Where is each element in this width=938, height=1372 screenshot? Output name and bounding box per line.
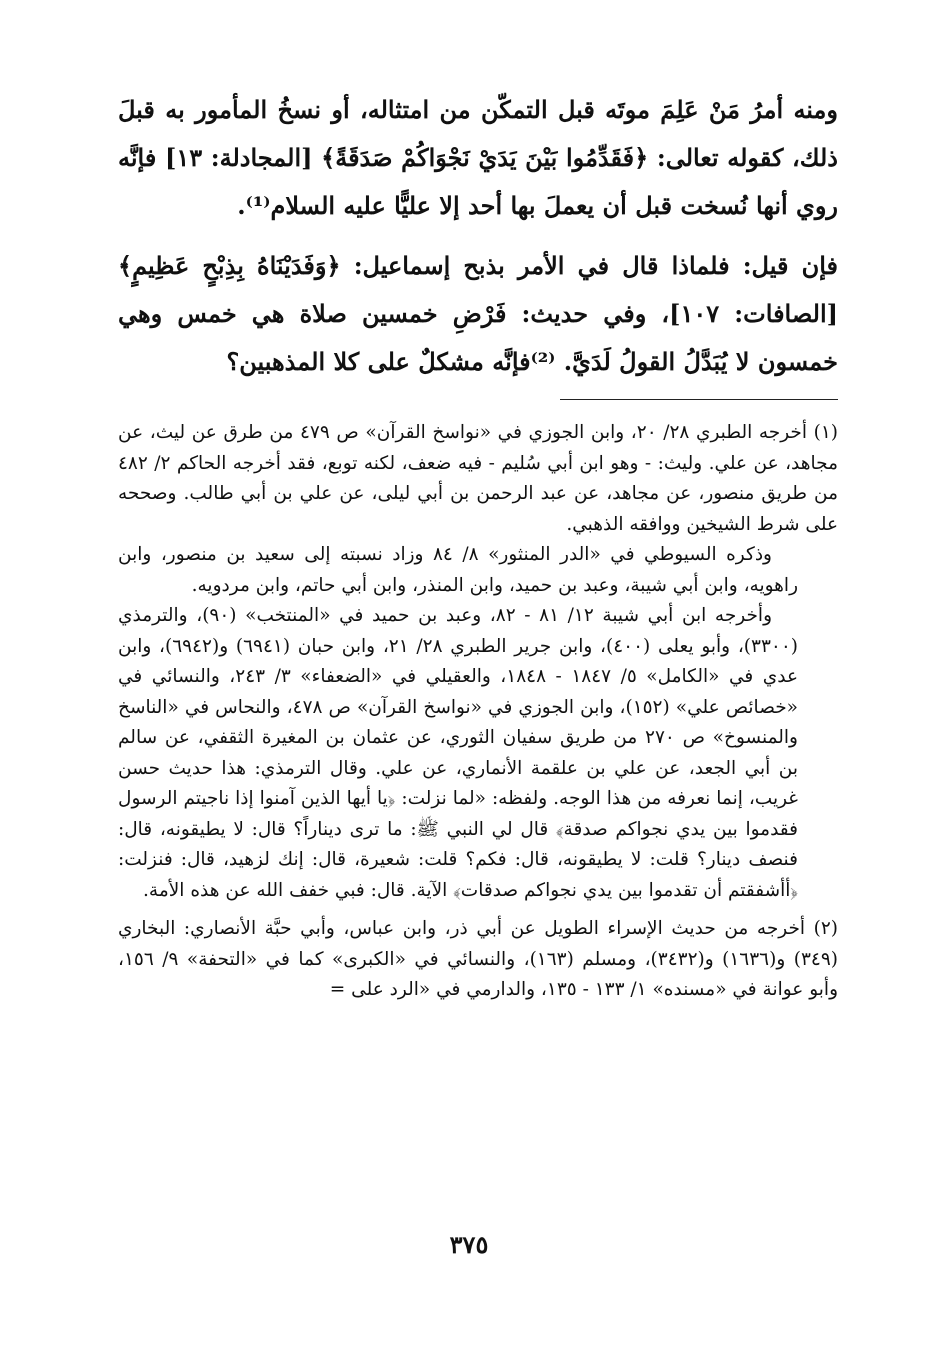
- footnote: [118, 914, 838, 1006]
- footnote-paragraph: [118, 914, 838, 1006]
- main-paragraph: ومنه أمرُ مَنْ عَلِمَ موتَه قبل التمكّن من امتثاله، أو نسخُ المأمور به قبلَ ذلك، كقوله تعالى: ﴿فَقَدِّمُوا بَيْنَ يَدَيْ نَجْوَاكُمْ صَدَقَةً﴾ [المجادلة: ١٣] فإنَّه روي أنها نُسخت قبل أن يعملَ بها أحد إلا عليًّا عليه السلام⁽¹⁾.: [118, 95, 838, 220]
- footnote-separator: [560, 399, 838, 400]
- footnotes: [118, 418, 838, 1014]
- footnote-text: أخرجه من حديث الإسراء الطويل عن أبي ذر، وابن عباس، وأبي حبَّة الأنصاري: البخاري (٣٤٩) و(١٦٣٦) و(٣٤٣٢)، ومسلم (١٦٣)، والنسائي في «الكبرى» كما في «التحفة» ٩/ ١٥٦، وأبو عوانة في «مسنده» ١/ ١٣٣ - ١٣٥، والدارمي في «الرد على =: [118, 918, 839, 1000]
- footnote-number: (٢): [813, 918, 838, 939]
- main-paragraph: فإن قيل: فلماذا قال في الأمر بذبح إسماعيل: ﴿وَفَدَيْنَاهُ بِذِبْحٍ عَظِيمٍ﴾ [الصافات: ١٠٧]، وفي حديث: فَرْضِ خمسين صلاة هي خمس وهي خمسون لا يُبَدَّلُ القولُ لَدَيَّ. ⁽²⁾فإنَّه مشكلٌ على كلا المذهبين؟: [118, 251, 839, 376]
- footnote-number: (١): [813, 422, 838, 443]
- footnote-paragraph: وذكره السيوطي في «الدر المنثور» ٨/ ٨٤ وزاد نسبته إلى سعيد بن منصور، وابن راهويه، وابن أبي شيبة، وعبد بن حميد، وابن المنذر، وابن أبي حاتم، وابن مردويه.: [118, 544, 798, 596]
- footnote-paragraph: [118, 418, 838, 540]
- footnote: [118, 418, 838, 906]
- page-number: ٣٧٥: [449, 1230, 489, 1259]
- main-text: [118, 86, 838, 386]
- footnote-paragraph: وأخرجه ابن أبي شيبة ١٢/ ٨١ - ٨٢، وعبد بن حميد في «المنتخب» (٩٠)، والترمذي (٣٣٠٠)، وأبو يعلى (٤٠٠)، وابن جرير الطبري ٢٨/ ٢١، وابن حبان (٦٩٤١) و(٦٩٤٢)، وابن عدي في «الكامل» ٥/ ١٨٤٧ - ١٨٤٨، والعقيلي في «الضعفاء» ٣/ ٢٤٣، والنسائي في «خصائص علي» (١٥٢)، وابن الجوزي في «نواسخ القرآن» ص ٤٧٨، والنحاس في «الناسخ والمنسوخ» ص ٢٧٠ من طريق سفيان الثوري، عن عثمان بن المغيرة الثقفي، عن سالم بن أبي الجعد، عن علي بن علقمة الأنماري، عن علي. وقال الترمذي: هذا حديث حسن غريب، إنما نعرفه من هذا الوجه. ولفظه: «لما نزلت: ﴿يا أيها الذين آمنوا إذا ناجيتم الرسول فقدموا بين يدي نجواكم صدقة﴾ قال لي النبي ﷺ: ما ترى ديناراً؟ قال: لا يطيقونه، قال: فنصف دينار؟ قلت: لا يطيقونه، قال: فكم؟ قلت: شعيرة، قال: إنك لزهيد، قال: فنزلت: ﴿أأشفقتم أن تقدموا بين يدي نجواكم صدقات﴾ الآية. قال: فبي خفف الله عن هذه الأمة.: [118, 605, 798, 901]
- footnote-text: أخرجه الطبري ٢٨/ ٢٠، وابن الجوزي في «نواسخ القرآن» ص ٤٧٩ من طرق عن ليث، عن مجاهد، عن علي. وليث: - وهو ابن أبي سُليم - فيه ضعف، لكنه توبع، فقد أخرجه الحاكم ٢/ ٤٨٢ من طريق منصور، عن مجاهد، عن عبد الرحمن بن أبي ليلى، عن علي بن أبي طالب. وصححه على شرط الشيخين ووافقه الذهبي.: [118, 422, 838, 535]
